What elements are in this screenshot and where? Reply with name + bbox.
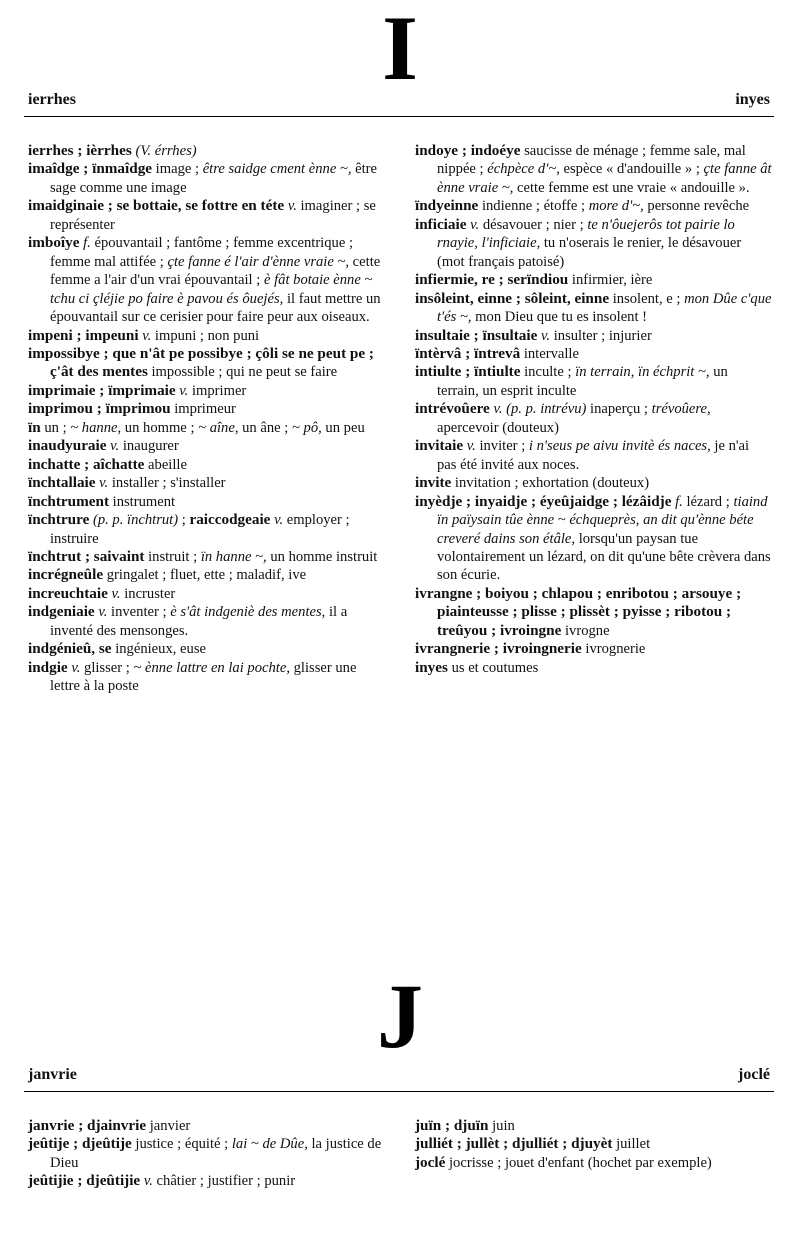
definition-text: lézard ; [682,493,734,510]
dictionary-entry [28,160,388,197]
definition-text: la justice de Dieu [50,1136,382,1171]
italic-text: ~ ènne lattre en lai pochte, [133,659,290,676]
dictionary-entry [28,585,388,603]
italic-text: v. [541,327,551,344]
entries-column-left [28,1117,388,1191]
definition-text: saucisse de ménage ; femme sale, mal nippée ; [437,143,746,178]
italic-text: çte fanne ât ènne vraie ~, [437,161,772,196]
definition-text: imprimeur [170,401,236,418]
headword: juïn ; djuïn [415,1117,489,1134]
headword: julliét ; jullèt ; djulliét ; djuyèt [415,1135,613,1153]
italic-text: être saidge cment ènne ~, [202,161,352,178]
dictionary-entry [415,400,772,437]
dictionary-entry [415,345,772,363]
dictionary-entry [28,493,388,511]
dictionary-entry [28,1117,388,1135]
dictionary-entry [415,1117,772,1135]
definition-text: infirmier, ière [568,272,653,289]
dictionary-entry [28,382,388,400]
dictionary-entry [28,419,388,437]
dictionary-entry [28,456,388,474]
headword: ivrangne ; boiyou ; chlapou ; enribotou ; arsouye ; piainteusse ; plisse ; plissèt ; pyisse ; ribotou ; treûyou ; ivroingne [415,584,742,639]
headword: indgeniaie [28,603,95,621]
headword: ïndyeinne [415,197,479,215]
dictionary-entry [28,400,388,418]
dictionary-entry [415,585,772,640]
definition-text: intervalle [520,345,579,362]
italic-text: ~ aîne, [198,419,239,436]
headword: ïn [28,418,41,436]
definition-text: abeille [144,456,187,473]
definition-text: insolent, e ; [609,290,685,307]
headword: indgénieû, se [28,640,112,658]
definition-text: tu n'oserais le renier, le désavouer (mot français patoisé) [437,235,742,270]
entries-column-right [415,142,772,677]
dictionary-entry [415,271,772,289]
dictionary-entry [28,566,388,584]
dictionary-entry [415,142,772,197]
definition-text: inventer ; [107,604,171,621]
entries-column-right [415,1117,772,1172]
headword: imprimaie ; ïmprimaie [28,381,176,399]
running-head-right: inyes [735,91,770,108]
dictionary-entry [28,345,388,382]
definition-text: juillet [612,1136,651,1153]
dictionary-entry [415,327,772,345]
headword: imaidginaie ; se bottaie, se fottre en téte [28,197,285,215]
headword: insôleint, einne ; sôleint, einne [415,289,610,307]
dictionary-entry [415,1154,772,1172]
definition-text: instrument [109,493,176,510]
italic-text: v. [142,327,152,344]
headword: inyèdje ; inyaidje ; éyeûjaidge ; lézâidje [415,492,672,510]
dictionary-entry [415,474,772,492]
definition-text: lorsqu'un paysan tue volontairement un lézard, on dit qu'une bête crèvera dans son écurie. [437,530,771,584]
definition-text: instruit ; [144,548,201,565]
headword: infiermie, re ; serïndiou [415,271,569,289]
definition-text: glisser une lettre à la poste [50,659,357,695]
italic-text: ~ pô, [291,419,322,436]
header-rule [24,116,774,117]
dictionary-entry [415,363,772,400]
definition-text: installer ; s'installer [108,475,226,492]
italic-text: v. [71,659,81,676]
headword: inyes [415,658,448,676]
definition-text: un ; [40,419,71,436]
headword: imaîdge ; ïnmaîdge [28,160,153,178]
definition-text: cette femme a l'air d'un vrai épouvantail ; [50,253,381,289]
headword: ïnchtrure [28,511,90,529]
definition-text: un peu [321,419,365,436]
definition-text: un âne ; [238,419,292,436]
dictionary-entry [415,290,772,327]
definition-text: espèce « d'andouille » ; [559,161,704,178]
italic-text: (V. érrhes) [135,143,197,159]
header-rule [24,1091,774,1092]
definition-text: insulter ; injurier [550,327,652,344]
definition-text: inviter ; [475,438,529,455]
italic-text: trévoûere, [651,401,711,418]
headword: intiulte ; ïntiulte [415,363,521,381]
definition-text: indienne ; étoffe ; [478,198,589,215]
headword: imprimou ; ïmprimou [28,400,171,418]
definition-text: inculte ; [520,364,576,381]
definition-text: invitation ; exhortation (douteux) [451,475,650,492]
dictionary-entry [28,234,388,326]
italic-text: f. [83,235,91,252]
definition-text: justice ; équité ; [131,1136,232,1153]
definition-text: ingénieux, euse [111,641,206,658]
italic-text: ïn hanne ~, [200,548,267,565]
italic-text: v. [98,604,108,621]
dictionary-entry [28,197,388,234]
italic-text: lai ~ de Dûe, [231,1136,308,1153]
italic-text: v. [143,1173,153,1190]
headword: incrégneûle [28,566,104,584]
italic-text: ~ hanne, [70,419,122,436]
definition-text: imaginer ; se représenter [50,198,376,233]
definition-text: un homme ; [121,419,199,436]
headword: inchatte ; aîchatte [28,455,145,473]
italic-text: (p. p. ïnchtrut) [92,512,179,529]
definition-text: désavouer ; nier ; [479,216,588,233]
dictionary-entry [28,511,388,548]
definition-text: impossible ; qui ne peut se faire [147,364,338,381]
italic-text: v. [179,382,189,399]
dictionary-entry [415,437,772,474]
italic-text: v. [111,585,121,602]
headword: joclé [415,1153,446,1171]
dictionary-entry [28,1172,388,1190]
dictionary-entry [415,197,772,215]
definition-text: incruster [120,585,176,602]
headword: ierrhes ; ièrrhes [28,142,136,159]
headword: insultaie ; ïnsultaie [415,326,538,344]
definition-text: je n'ai pas été invité aux noces. [437,438,750,473]
definition-text: juin [488,1118,515,1134]
definition-text: jocrisse ; jouet d'enfant (hochet par exemple) [445,1154,712,1171]
definition-text: employer ; instruire [50,512,350,547]
headword: indoye ; indoéye [415,142,521,159]
definition-text: janvier [146,1118,191,1134]
italic-text: v. [274,512,284,529]
headword: raiccodgeaie [189,511,271,529]
headword: jeûtijie ; djeûtijie [28,1172,141,1190]
definition-text: être sage comme une image [50,161,378,196]
dictionary-entry [28,603,388,640]
dictionary-entry [28,548,388,566]
dictionary-entry [28,1135,388,1172]
dictionary-entry [28,640,388,658]
italic-text: mon Dûe c'que t'és ~, [437,290,772,326]
headword: ïnchtrument [28,492,109,510]
italic-text: te n'ôuejerôs tot pairie lo rnayie, l'inficiaie, [437,216,735,252]
headword: ïnchtrut ; saivaint [28,547,145,565]
headword: imboîye [28,234,80,252]
definition-text: épouvantail ; fantôme ; femme excentrique ; femme mal attifée ; [50,235,354,270]
italic-text: è s'ât indgeniè des mentes, [170,604,326,621]
definition-text: ivrognerie [581,641,646,658]
headword: invitaie [415,437,464,455]
italic-text: v. [466,438,476,455]
italic-text: ïn terrain, ïn échprit ~, [575,364,710,381]
dictionary-entry [28,474,388,492]
definition-text: glisser ; [80,659,134,676]
headword: invite [415,474,452,492]
dictionary-entry [415,659,772,677]
definition-text: il faut mettre un épouvantail sur ce cerisier pour faire peur aux oiseaux. [50,290,381,326]
running-head-left: janvrie [28,1066,77,1083]
definition-text: un terrain, un esprit inculte [437,364,728,399]
italic-text: çte fanne é l'air d'ènne vraie ~, [167,253,350,270]
section-letter-j: J [377,965,423,1067]
dictionary-entry [28,659,388,696]
italic-text: v. [99,475,109,492]
headword: increuchtaie [28,584,108,602]
dictionary-entry [28,327,388,345]
definition-text: cette femme est une vraie « andouille ». [513,179,750,196]
headword: indgie [28,658,68,676]
definition-text: apercevoir (douteux) [437,419,559,436]
definition-text: us et coutumes [447,659,539,676]
headword: ivrangnerie ; ivroingnerie [415,640,582,658]
definition-text: impuni ; non puni [151,327,260,344]
definition-text: un homme instruit [266,548,378,565]
italic-text: v. [470,216,480,233]
italic-text: v. [287,198,297,215]
italic-text: échpèce d'~, [487,161,560,178]
dictionary-entry [415,493,772,585]
headword: impossibye ; que n'ât pe possibye ; çôli se ne peut pe ; ç'ât des mentes [28,344,374,381]
headword: janvrie ; djainvrie [28,1117,147,1134]
section-letter-i: I [382,0,418,99]
running-head-right: joclé [738,1066,770,1083]
entries-column-left [28,142,388,696]
definition-text: personne revêche [643,198,750,215]
headword: ïnchtallaie [28,474,96,492]
headword: ïntèrvâ ; ïntrevâ [415,344,521,362]
headword: impeni ; impeuni [28,326,139,344]
definition-text: châtier ; justifier ; punir [152,1173,296,1190]
dictionary-entry [28,142,388,160]
dictionary-entry [415,640,772,658]
headword: jeûtije ; djeûtije [28,1135,132,1153]
running-head-left: ierrhes [28,91,76,108]
italic-text: more d'~, [588,198,644,215]
definition-text: image ; [152,161,203,178]
headword: intrévoûere [415,400,490,418]
italic-text: è fât botaie ènne ~ tchu ci çléjie po faire è pavou és ôuejés, [50,272,373,307]
definition-text: ivrogne [561,622,610,639]
italic-text: v. [110,438,120,455]
headword: inaudyuraie [28,437,107,455]
dictionary-entry [28,437,388,455]
definition-text: imprimer [188,382,247,399]
dictionary-entry [415,1135,772,1153]
definition-text: inaugurer [119,438,179,455]
italic-text: tiaind ïn païysain tûe ènne ~ échqueprès, an dit qu'ènne béte creveré dains son étâle, [437,493,768,547]
definition-text: inaperçu ; [586,401,652,418]
definition-text: ; [178,512,190,529]
italic-text: f. [675,493,683,510]
italic-text: i n'seus pe aivu invitè és naces, [528,438,711,455]
definition-text: gringalet ; fluet, ette ; maladif, ive [103,567,307,584]
headword: inficiaie [415,215,467,233]
italic-text: v. (p. p. intrévu) [493,401,587,418]
definition-text: il a inventé des mensonges. [50,604,348,639]
dictionary-entry [415,216,772,271]
definition-text: mon Dieu que tu es insolent ! [471,309,648,326]
